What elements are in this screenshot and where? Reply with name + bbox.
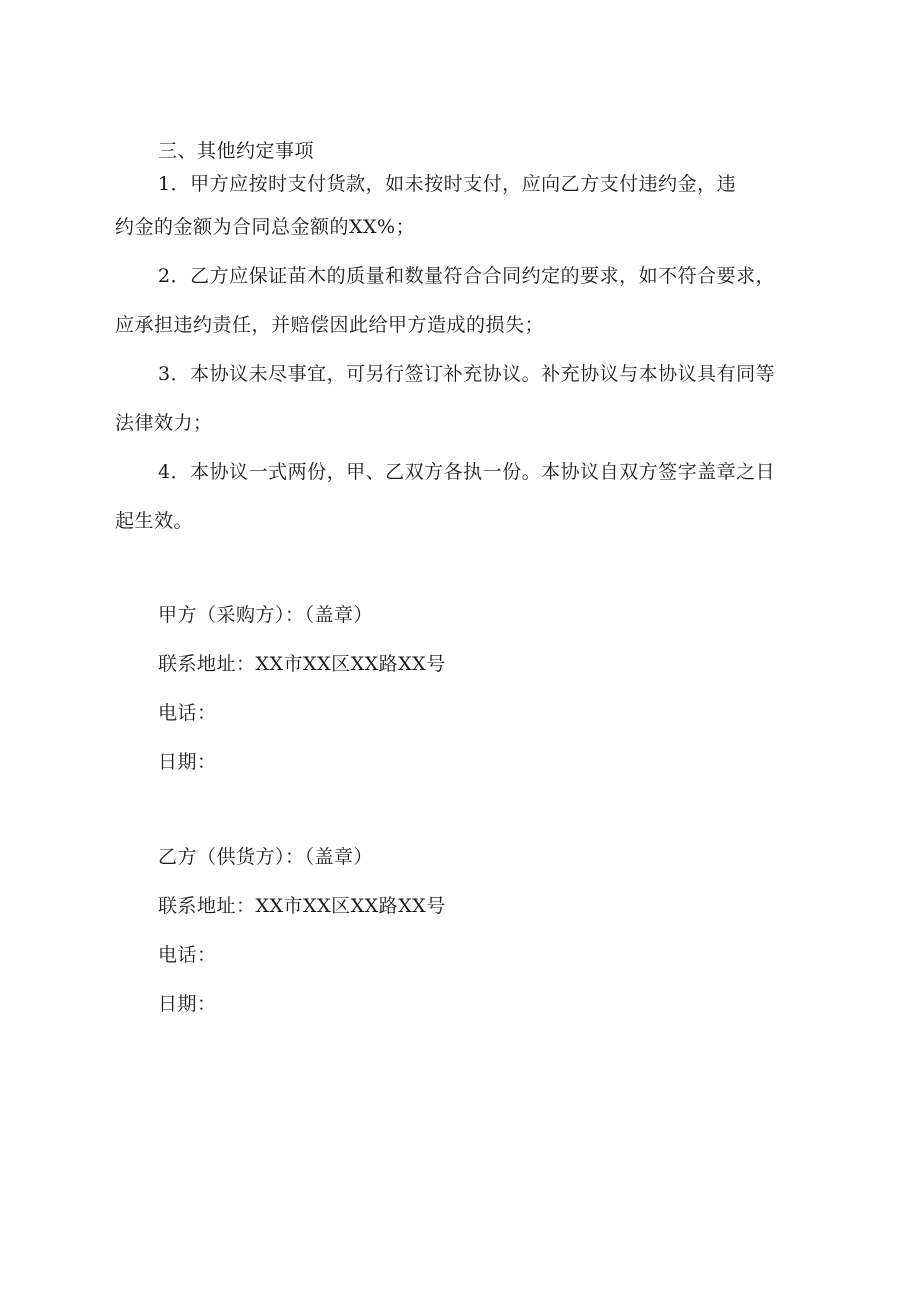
clause-1-line-1: 1．甲方应按时支付货款，如未按时支付，应向乙方支付违约金，违	[158, 173, 737, 195]
party-b-address: 联系地址：XX市XX区XX路XX号	[158, 895, 446, 917]
party-a-address: 联系地址：XX市XX区XX路XX号	[158, 653, 446, 675]
clause-4-line-1: 4．本协议一式两份，甲、乙双方各执一份。本协议自双方签字盖章之日	[158, 461, 776, 483]
party-a-date: 日期：	[158, 751, 217, 773]
clause-3-line-2: 法律效力；	[115, 412, 213, 434]
party-b-title: 乙方（供货方）：（盖章）	[158, 846, 374, 868]
party-b-date: 日期：	[158, 993, 217, 1015]
party-a-phone: 电话：	[158, 702, 217, 724]
party-a-title: 甲方（采购方）：（盖章）	[158, 604, 374, 626]
party-b-phone: 电话：	[158, 944, 217, 966]
section-heading: 三、其他约定事项	[158, 140, 315, 162]
clause-4-line-2: 起生效。	[115, 510, 194, 532]
clause-1-line-2: 约金的金额为合同总金额的XX%；	[115, 216, 416, 238]
clause-2-line-2: 应承担违约责任，并赔偿因此给甲方造成的损失；	[115, 314, 545, 336]
clause-2-line-1: 2．乙方应保证苗木的质量和数量符合合同约定的要求，如不符合要求，	[158, 265, 776, 287]
clause-3-line-1: 3．本协议未尽事宜，可另行签订补充协议。补充协议与本协议具有同等	[158, 363, 776, 385]
